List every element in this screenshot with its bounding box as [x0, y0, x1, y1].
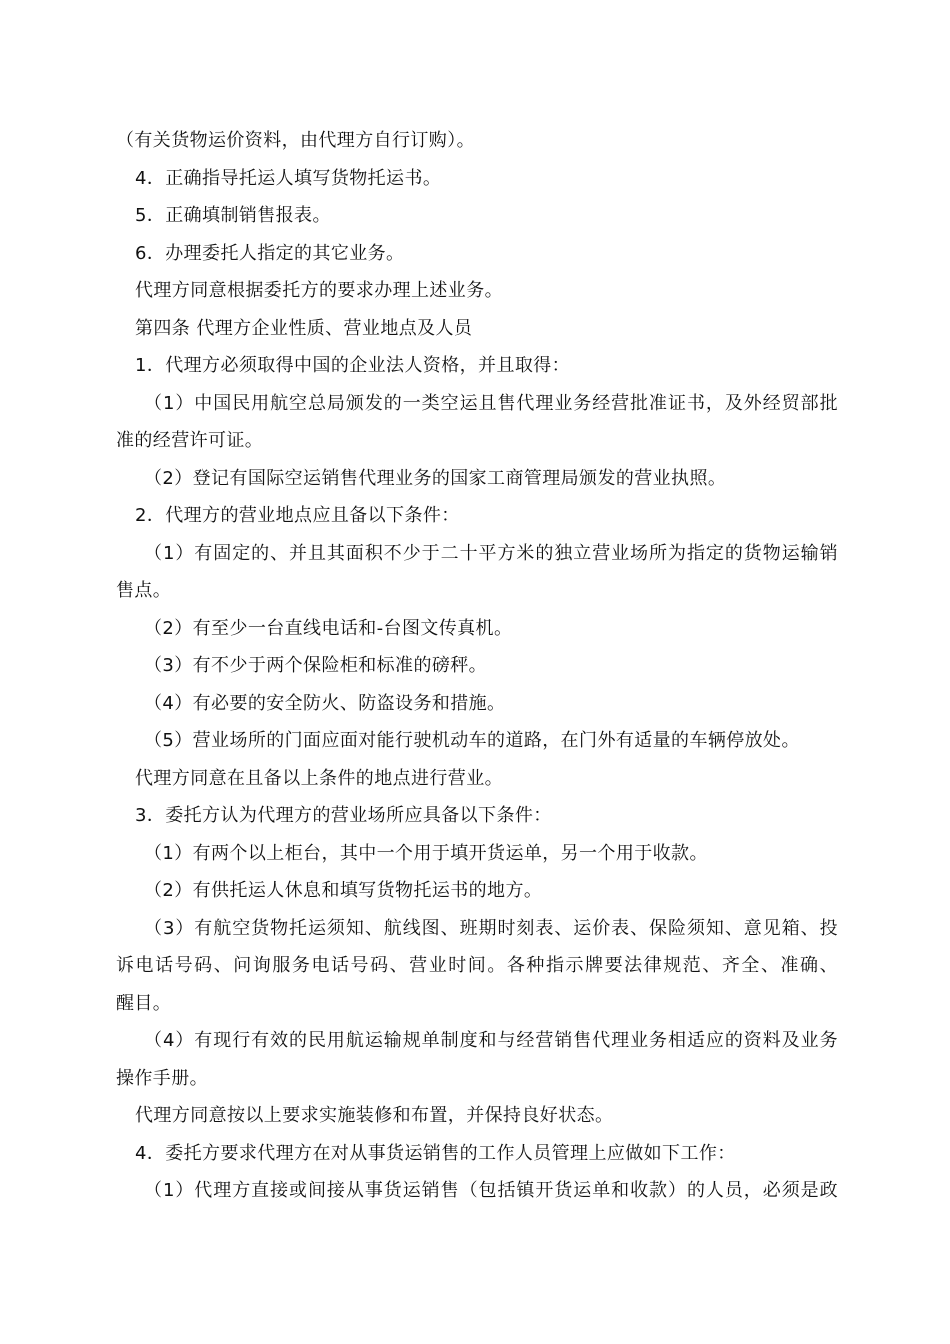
section-heading: 第四条 代理方企业性质、营业地点及人员: [135, 317, 473, 339]
text-line: （4）有必要的安全防火、防盗设务和措施。: [144, 692, 506, 714]
text-line: 诉电话号码、问询服务电话号码、营业时间。各种指示牌要法律规范、齐全、准确、: [116, 955, 838, 976]
text-line: 代理方同意根据委托方的要求办理上述业务。: [135, 280, 503, 301]
text-line: （1）中国民用航空总局颁发的一类空运且售代理业务经营批准证书，及外经贸部批: [144, 392, 838, 414]
text-line: 5．正确填制销售报表。: [135, 205, 331, 226]
text-line: 3．委托方认为代理方的营业场所应具备以下条件：: [135, 805, 552, 826]
text-line: 1．代理方必须取得中国的企业法人资格，并且取得：: [135, 355, 571, 376]
text-line: （1）代理方直接或间接从事货运销售（包括镇开货运单和收款）的人员，必须是政: [144, 1180, 838, 1201]
text-line: 6．办理委托人指定的其它业务。: [135, 242, 405, 264]
text-line: （2）有至少一台直线电话和-台图文传真机。: [144, 617, 513, 639]
document-body: [116, 122, 838, 1210]
text-line: 售点。: [116, 580, 172, 601]
text-line: （1）有固定的、并且其面积不少于二十平方米的独立营业场所为指定的货物运输销: [144, 542, 838, 564]
text-line: （2）有供托运人休息和填写货物托运书的地方。: [144, 880, 543, 901]
text-line: 代理方同意按以上要求实施装修和布置，并保持良好状态。: [135, 1105, 614, 1126]
text-line: （5）营业场所的门面应面对能行驶机动车的道路，在门外有适量的车辆停放处。: [144, 730, 800, 751]
text-line: （4）有现行有效的民用航运输规单制度和与经营销售代理业务相适应的资料及业务: [144, 1030, 838, 1051]
text-line: 4．正确指导托运人填写货物托运书。: [135, 167, 442, 189]
text-line: （3）有不少于两个保险柜和标准的磅秤。: [144, 655, 488, 676]
text-line: （有关货物运价资料，由代理方自行订购）。: [116, 130, 475, 151]
text-line: （2）登记有国际空运销售代理业务的国家工商管理局颁发的营业执照。: [144, 467, 727, 489]
text-line: （1）有两个以上柜台，其中一个用于填开货运单，另一个用于收款。: [144, 842, 708, 864]
text-line: 醒目。: [116, 992, 172, 1014]
text-line: 2．代理方的营业地点应且备以下条件：: [135, 505, 460, 526]
text-line: 代理方同意在且备以上条件的地点进行营业。: [135, 767, 503, 789]
text-line: 操作手册。: [116, 1067, 208, 1089]
text-line: 4．委托方要求代理方在对从事货运销售的工作人员管理上应做如下工作：: [135, 1142, 736, 1164]
text-line: 准的经营许可证。: [116, 430, 264, 451]
text-line: （3）有航空货物托运须知、航线图、班期时刻表、运价表、保险须知、意见箱、投: [144, 917, 838, 939]
